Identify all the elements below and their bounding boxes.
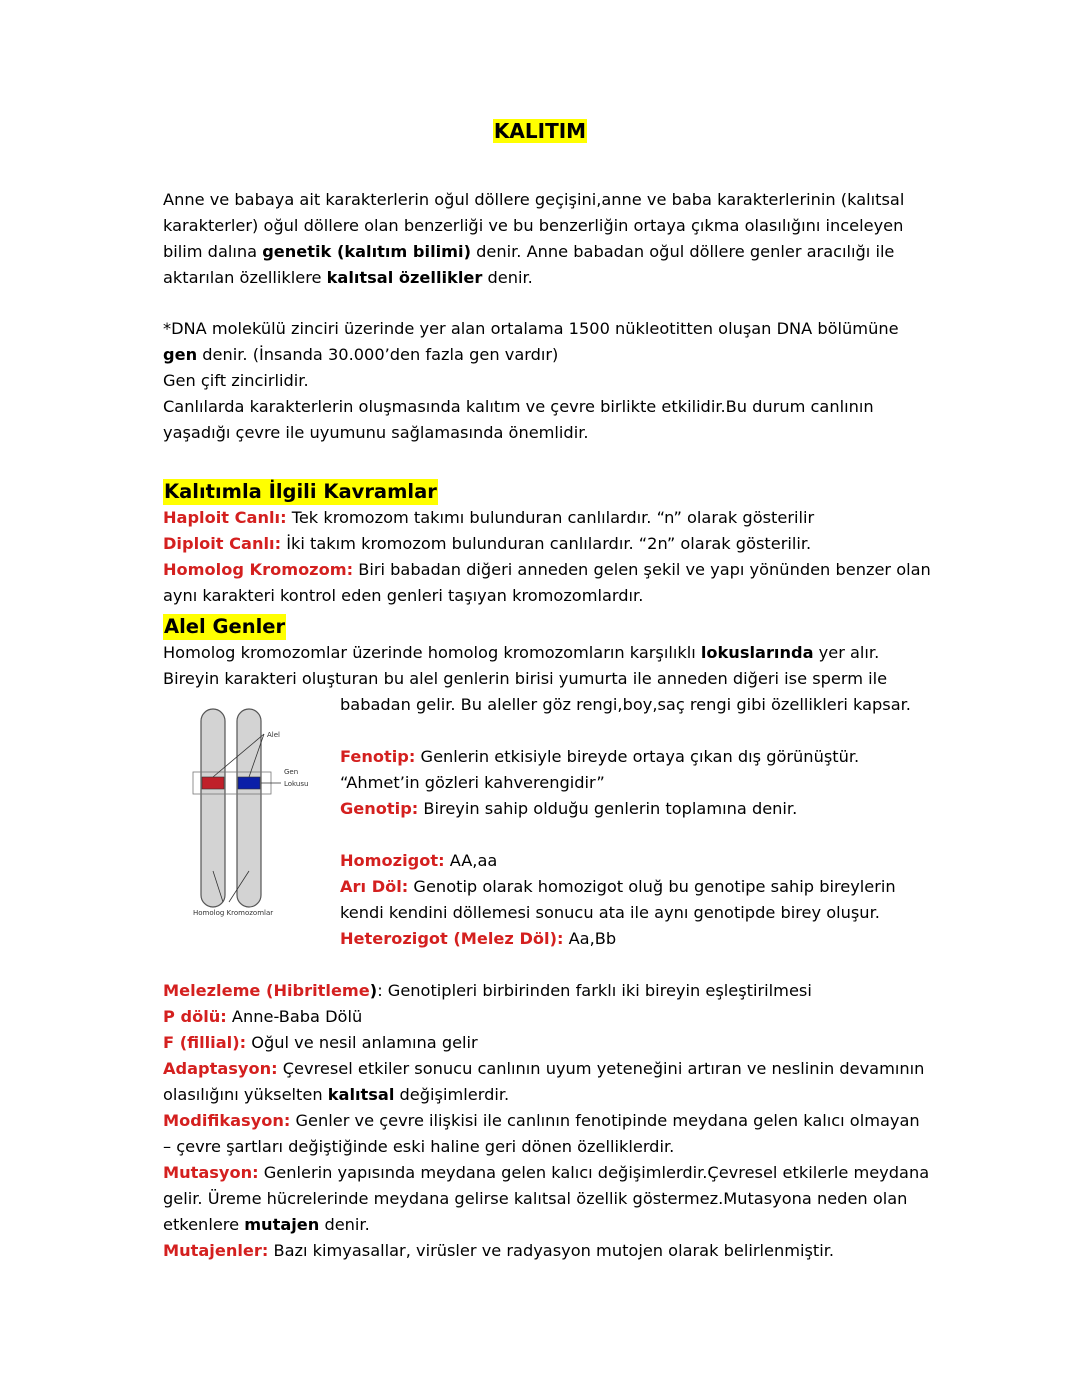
haploid-label: Haploit Canlı:	[163, 508, 287, 527]
genotip-line	[340, 796, 940, 822]
mutajenler-text: Bazı kimyasallar, virüsler ve radyasyon mutojen olarak belirlenmiştir.	[268, 1241, 835, 1260]
genotip-label: Genotip:	[340, 799, 419, 818]
homolog-line-2: aynı karakteri kontrol eden genleri taşıyan kromozomlardır.	[163, 586, 644, 605]
homolog-chromosome-figure	[163, 699, 331, 944]
homolog-label: Homolog Kromozom:	[163, 560, 354, 579]
genotip-text: Bireyin sahip olduğu genlerin toplamına denir.	[418, 799, 798, 818]
mutajen-term: mutajen	[244, 1215, 320, 1234]
modifikasyon-text: Genler ve çevre ilişkisi ile canlının fenotipinde meydana gelen kalıcı olmayan	[290, 1111, 920, 1130]
concepts-section	[163, 479, 931, 609]
alel-section	[163, 614, 923, 692]
adaptasyon-text: olasılığını yükselten	[163, 1085, 328, 1104]
aridol-text: Genotip olarak homozigot oluğ bu genotipe sahip bireylerin	[408, 877, 896, 896]
lokus-label: Lokusu	[284, 780, 309, 788]
right-chromosome	[237, 709, 261, 907]
fenotip-line	[340, 744, 940, 770]
mutasyon-label: Mutasyon:	[163, 1163, 259, 1182]
genetik-term: genetik (kalıtım bilimi)	[262, 242, 471, 261]
f-fillial-label: F (fillial):	[163, 1033, 247, 1052]
alel-text: yer alır.	[813, 643, 880, 662]
page-title-wrap	[0, 117, 1080, 145]
alel-line-1	[163, 640, 923, 666]
melezleme-label: Melezleme (Hibritleme	[163, 981, 370, 1000]
dna-text: denir. (İnsanda 30.000’den fazla gen vardır)	[197, 345, 559, 364]
dna-line-1: *DNA molekülü zinciri üzerinde yer alan ortalama 1500 nükleotitten oluşan DNA bölümüne	[163, 319, 899, 338]
adaptasyon-line-2	[163, 1082, 923, 1108]
homozigot-line	[340, 848, 940, 874]
page-title: KALITIM	[493, 119, 587, 143]
mutajenler-line	[163, 1238, 923, 1264]
homolog-text: Biri babadan diğeri anneden gelen şekil ve yapı yönünden benzer olan	[353, 560, 931, 579]
aridol-line-2: kendi kendini döllemesi sonucu ata ile aynı genotipde birey oluşur.	[340, 903, 880, 922]
homolog-kromozomlar-label: Homolog Kromozomlar	[193, 909, 274, 917]
heterozigot-text: Aa,Bb	[563, 929, 617, 948]
intro-line-3	[163, 239, 923, 265]
adaptasyon-label: Adaptasyon:	[163, 1059, 278, 1078]
intro-line-1: Anne ve babaya ait karakterlerin oğul döllere geçişini,anne ve baba karakterlerinin (kalıtsal	[163, 190, 905, 209]
mutasyon-text: denir.	[319, 1215, 370, 1234]
p-dolu-label: P dölü:	[163, 1007, 227, 1026]
intro-paragraph	[163, 187, 923, 291]
dna-line-3: Gen çift zincirlidir.	[163, 371, 309, 390]
intro-text: bilim dalına	[163, 242, 263, 261]
dna-line-5: yaşadığı çevre ile uyumunu sağlamasında önemlidir.	[163, 423, 589, 442]
melezleme-paren: )	[369, 981, 378, 1000]
kalitsal-term: kalıtsal	[327, 1085, 395, 1104]
dna-line-2	[163, 342, 923, 368]
aridol-line	[340, 874, 940, 900]
mutasyon-text: Genlerin yapısında meydana gelen kalıcı değişimlerdir.Çevresel etkilerle meydana	[258, 1163, 930, 1182]
diploid-line	[163, 531, 923, 557]
alel-line-3: babadan gelir. Bu aleller göz rengi,boy,saç rengi gibi özellikleri kapsar.	[340, 695, 911, 714]
alel-label: Alel	[267, 731, 280, 739]
gen-label: Gen	[284, 768, 299, 776]
mutajenler-label: Mutajenler:	[163, 1241, 269, 1260]
gen-term: gen	[163, 345, 198, 364]
dna-line-4: Canlılarda karakterlerin oluşmasında kalıtım ve çevre birlikte etkilidir.Bu durum canlının	[163, 397, 874, 416]
melezleme-text: : Genotipleri birbirinden farklı iki bireyin eşleştirilmesi	[377, 981, 812, 1000]
figure-side-text	[340, 692, 940, 952]
heterozigot-line	[340, 926, 940, 952]
right-allele-band	[238, 777, 260, 789]
mutasyon-line	[163, 1160, 930, 1186]
spacer	[340, 718, 940, 744]
adaptasyon-text: değişimlerdir.	[394, 1085, 510, 1104]
diploid-text: İki takım kromozom bulunduran canlılardır. “2n” olarak gösterilir.	[281, 534, 812, 553]
chromosome-diagram	[163, 699, 331, 944]
fenotip-label: Fenotip:	[340, 747, 416, 766]
f-fillial-text: Oğul ve nesil anlamına gelir	[246, 1033, 478, 1052]
lokus-term: lokuslarında	[700, 643, 814, 662]
alel-text: Homolog kromozomlar üzerinde homolog kromozomların karşılıklı	[163, 643, 701, 662]
left-chromosome	[201, 709, 225, 907]
haploid-text: Tek kromozom takımı bulunduran canlılardır. “n” olarak gösterilir	[286, 508, 815, 527]
aridol-label: Arı Döl:	[340, 877, 409, 896]
left-allele-band	[202, 777, 224, 789]
adaptasyon-line	[163, 1056, 923, 1082]
modifikasyon-line-2: – çevre şartları değiştiğinde eski haline geri dönen özelliklerdir.	[163, 1137, 675, 1156]
dna-paragraph	[163, 316, 923, 446]
concepts-heading-line	[163, 479, 923, 505]
heterozigot-label: Heterozigot (Melez Döl):	[340, 929, 564, 948]
adaptasyon-text: Çevresel etkiler sonucu canlının uyum yeteneğini artıran ve neslinin devamının	[277, 1059, 925, 1078]
homozigot-text: AA,aa	[444, 851, 498, 870]
fenotip-example: “Ahmet’in gözleri kahverengidir”	[340, 773, 605, 792]
terms-section	[163, 978, 930, 1264]
modifikasyon-line	[163, 1108, 923, 1134]
alel-heading-line	[163, 614, 923, 640]
mutasyon-text: etkenlere	[163, 1215, 245, 1234]
mutasyon-line-3	[163, 1212, 923, 1238]
homolog-line	[163, 557, 931, 583]
intro-text: aktarılan özelliklere	[163, 268, 327, 287]
concepts-heading: Kalıtımla İlgili Kavramlar	[164, 480, 437, 503]
homozigot-label: Homozigot:	[340, 851, 445, 870]
fenotip-text: Genlerin etkisiyle bireyde ortaya çıkan dış görünüştür.	[415, 747, 860, 766]
mutasyon-line-2: gelir. Üreme hücrelerinde meydana gelirse kalıtsal özellik göstermez.Mutasyona neden olan	[163, 1189, 908, 1208]
intro-line-2: karakterler) oğul döllere olan benzerliği ve bu benzerliğin ortaya çıkma olasılığını inceleyen	[163, 216, 904, 235]
intro-text: denir. Anne babadan oğul döllere genler aracılığı ile	[470, 242, 895, 261]
intro-line-4	[163, 265, 923, 291]
alel-heading: Alel Genler	[164, 615, 286, 638]
melezleme-line	[163, 978, 923, 1004]
intro-text: denir.	[482, 268, 533, 287]
p-dolu-line	[163, 1004, 923, 1030]
haploid-line	[163, 505, 923, 531]
p-dolu-text: Anne-Baba Dölü	[226, 1007, 363, 1026]
alel-line-2: Bireyin karakteri oluşturan bu alel genlerin birisi yumurta ile anneden diğeri ise sperm ile	[163, 669, 888, 688]
kalitsal-ozellikler-term: kalıtsal özellikler	[326, 268, 483, 287]
diploid-label: Diploit Canlı:	[163, 534, 282, 553]
modifikasyon-label: Modifikasyon:	[163, 1111, 291, 1130]
spacer	[340, 822, 940, 848]
f-fillial-line	[163, 1030, 923, 1056]
